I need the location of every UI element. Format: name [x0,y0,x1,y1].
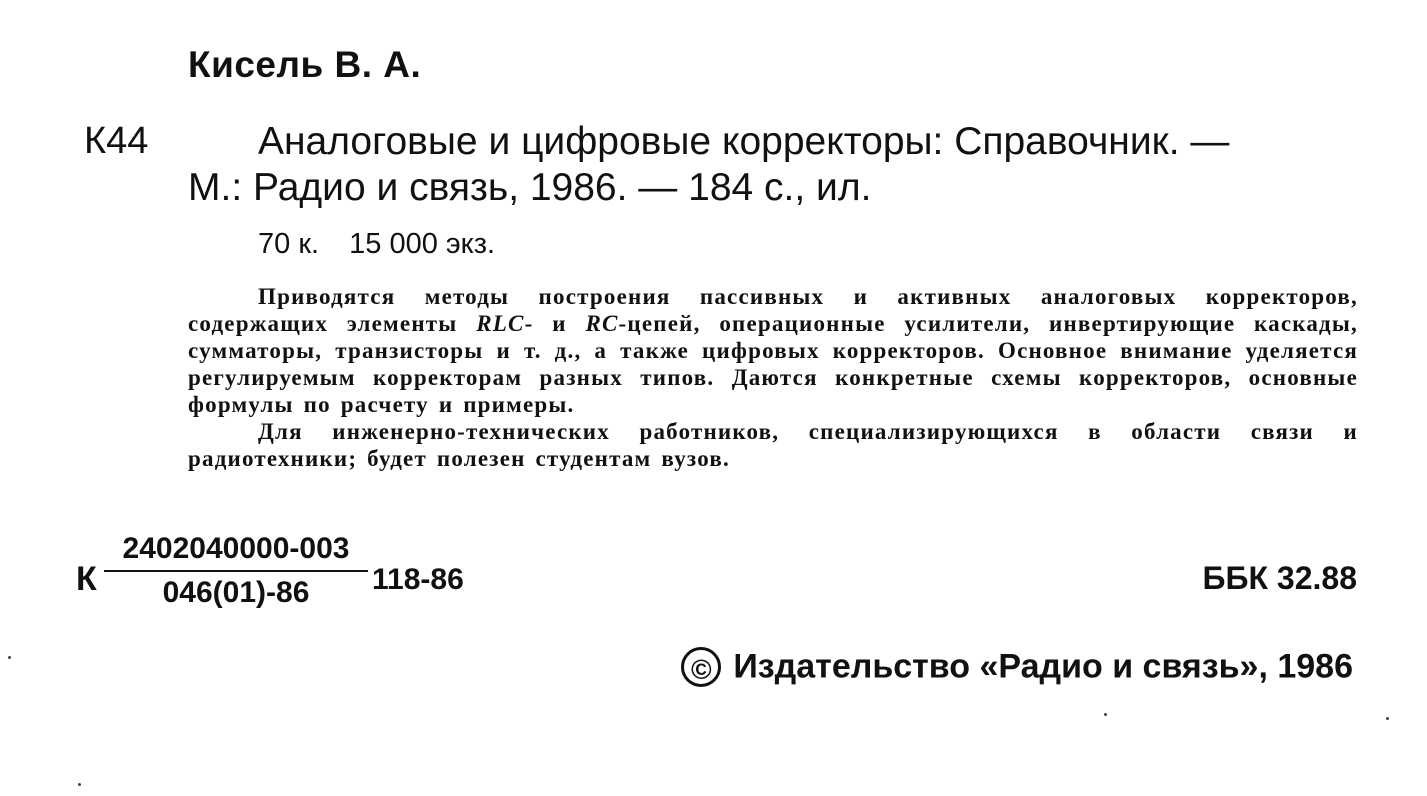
copyright-text: Издательство «Радио и связь», 1986 [733,647,1353,686]
index-numerator: 2402040000-003 [104,532,368,572]
copyright [681,646,1353,687]
scan-speck [1386,717,1389,720]
scan-speck [1104,713,1107,716]
annotation-paragraph-2: Для инженерно-технических работников, специализирующихся в области связи и радиотехники; будет полезен студентам вузов. [188,419,1358,471]
price: 70 к. [258,228,320,260]
annotation-text: Приводятся методы построения пассивных и активных аналоговых корректоров, содержащих элементы [188,284,1358,336]
annotation-text: -цепей, операционные усилители, инвертирующие каскады, сумматоры, транзисторы и т. д., а также цифровых корректоров. Основное внимание уделяется регулируемым корректорам разных типов. Даются конкретные схемы корректоров, основные формулы по расчету и примеры. [188,311,1358,417]
index-fraction [104,532,368,610]
rlc-term: RLC [476,311,525,336]
index-suffix: 118-86 [372,563,464,596]
bbk-code: ББК 32.88 [1202,560,1357,596]
annotation-text: - и [524,311,586,336]
rc-term: RC [585,311,619,336]
copyright-icon: © [681,647,721,687]
index-denominator: 046(01)-86 [162,576,310,609]
index-prefix: К [76,560,97,598]
shelf-code: К44 [84,120,149,162]
title-line-2: М.: Радио и связь, 1986. — 184 с., ил. [188,166,872,209]
annotation-paragraph-1 [188,283,1358,418]
price-line [258,228,495,261]
print-run: 15 000 экз. [349,228,496,260]
scan-speck [78,783,81,786]
author: Кисель В. А. [188,44,422,85]
title-line-1: Аналоговые и цифровые корректоры: Справочник. — [258,120,1230,163]
scan-speck [8,656,11,659]
annotation [188,283,1358,472]
